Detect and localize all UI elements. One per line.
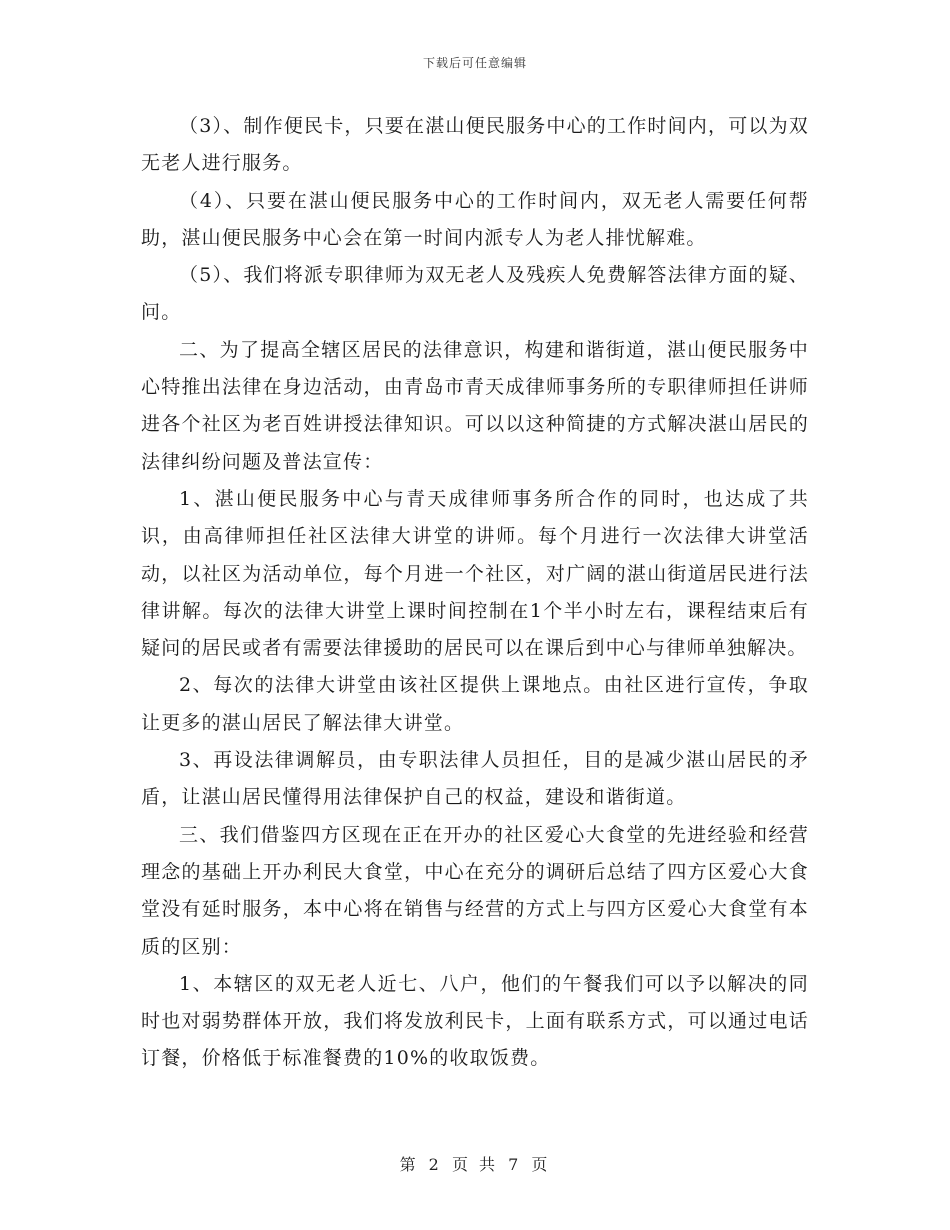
paragraph-section-3: 三、我们借鉴四方区现在正在开办的社区爱心大食堂的先进经验和经营理念的基础上开办利民大食堂，中心在充分的调研后总结了四方区爱心大食堂没有延时服务，本中心将在销售与经营的方式上与四方区爱心大食堂有本质的区别： [141,823,809,958]
footer-suffix: 页 [531,1155,551,1174]
paragraph-section-2-item-2: 2、每次的法律大讲堂由该社区提供上课地点。由社区进行宣传，争取让更多的湛山居民了解法律大讲堂。 [141,674,809,734]
paragraph-section-3-item-1: 1、本辖区的双无老人近七、八户，他们的午餐我们可以予以解决的同时也对弱势群体开放，我们将发放利民卡，上面有联系方式，可以通过电话订餐，价格低于标准餐费的10%的收取饭费。 [141,972,809,1070]
paragraph-item-4: （4）、只要在湛山便民服务中心的工作时间内，双无老人需要任何帮助，湛山便民服务中心会在第一时间内派专人为老人排忧解难。 [141,189,809,249]
footer-middle: 页 共 [451,1155,499,1174]
paragraph-section-2-item-3: 3、再设法律调解员，由专职法律人员担任，目的是减少湛山居民的矛盾，让湛山居民懂得用法律保护自己的权益，建设和谐街道。 [141,749,809,809]
footer-total-pages: 7 [508,1155,522,1174]
page-footer [0,1152,950,1175]
paragraph-section-2: 二、为了提高全辖区居民的法律意识，构建和谐街道，湛山便民服务中心特推出法律在身边活动，由青岛市青天成律师事务所的专职律师担任讲师进各个社区为老百姓讲授法律知识。可以以这种简捷的方式解决湛山居民的法律纠纷问题及普法宣传： [141,338,809,473]
page-header: 下载后可任意编辑 [422,56,527,70]
paragraph-section-2-item-1: 1、湛山便民服务中心与青天成律师事务所合作的同时，也达成了共识，由高律师担任社区法律大讲堂的讲师。每个月进行一次法律大讲堂活动，以社区为活动单位，每个月进一个社区，对广阔的湛山街道居民进行法律讲解。每次的法律大讲堂上课时间控制在1个半小时左右，课程结束后有疑问的居民或者有需要法律援助的居民可以在课后到中心与律师单独解决。 [141,487,809,660]
document-body [141,108,809,1078]
paragraph-item-5: （5）、我们将派专职律师为双无老人及残疾人免费解答法律方面的疑、问。 [141,264,809,324]
footer-page-number: 2 [428,1155,442,1174]
footer-prefix: 第 [399,1155,419,1174]
paragraph-item-3: （3）、制作便民卡，只要在湛山便民服务中心的工作时间内，可以为双无老人进行服务。 [141,115,809,175]
